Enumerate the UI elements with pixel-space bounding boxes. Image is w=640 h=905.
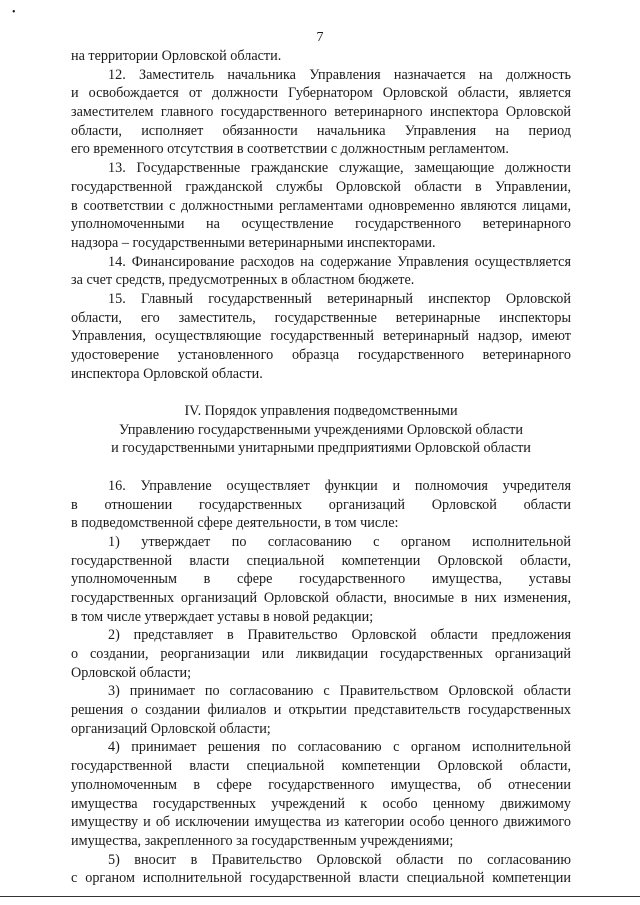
text-line: уполномоченным в сфере государственного имущества, об отнесении <box>71 776 571 793</box>
text-line: 14. Финансирование расходов на содержание Управления осуществляется <box>108 253 571 270</box>
text-line: государственных организаций Орловской области, вносимые в них изменения, <box>71 589 571 606</box>
document-body <box>71 47 571 888</box>
text-line: 13. Государственные гражданские служащие, замещающие должности <box>108 160 571 177</box>
text-line: за счет средств, предусмотренных в областном бюджете. <box>71 272 415 289</box>
text-line: государственной гражданской службы Орловской области в Управлении, <box>71 178 571 195</box>
text-line: решения о создании филиалов и открытии представительств государственных <box>71 702 571 719</box>
text-line: имущества, закрепленного за государственным учреждениями; <box>71 832 454 849</box>
text-line: на территории Орловской области. <box>71 48 282 64</box>
bottom-rule <box>0 896 640 897</box>
text-line: уполномоченными на осуществление государственного ветеринарного <box>71 216 571 233</box>
text-line: 3) принимает по согласованию с Правительством Орловской области <box>108 683 571 700</box>
text-line: 15. Главный государственный ветеринарный инспектор Орловской <box>108 290 571 307</box>
text-line: области, исполняет обязанности начальника Управления на период <box>71 122 571 139</box>
text-line: уполномоченным в сфере государственного имущества, уставы <box>71 571 571 588</box>
text-line: государственной власти специальной компетенции Орловской области, <box>71 552 571 569</box>
paragraph-gap <box>71 383 571 402</box>
text-line: 4) принимает решения по согласованию с органом исполнительной <box>108 739 571 756</box>
text-line: 12. Заместитель начальника Управления назначается на должность <box>108 66 571 83</box>
text-line: в том числе утверждает уставы в новой редакции; <box>71 608 374 625</box>
text-line: заместителем главного государственного ветеринарного инспектора Орловской <box>71 104 571 121</box>
page-number: 7 <box>316 30 324 45</box>
paragraph-gap <box>71 458 571 477</box>
text-line: Управления, осуществляющие государственный ветеринарный надзор, имеют <box>71 328 571 345</box>
text-line: 5) вносит в Правительство Орловской области по согласованию <box>108 851 571 868</box>
text-line: 1) утверждает по согласованию с органом исполнительной <box>108 533 571 550</box>
text-line: имуществу и об исключении имущества из категории особо ценного движимого <box>71 814 571 831</box>
text-line: Управлению государственными учреждениями Орловской области <box>119 421 523 438</box>
text-line: 2) представляет в Правительство Орловской области предложения <box>108 627 571 644</box>
text-line: удостоверение установленного образца государственного ветеринарного <box>71 347 571 363</box>
text-line: о создании, реорганизации или ликвидации государственных организаций <box>71 646 571 662</box>
text-line: в отношении государственных организаций Орловской области <box>71 496 571 513</box>
text-line: Орловской области; <box>71 664 192 681</box>
text-line: инспектора Орловской области. <box>71 365 263 382</box>
text-line: в соответствии с должностными регламентами одновременно являются лицами, <box>71 197 571 214</box>
text-line: с органом исполнительной государственной власти специальной компетенции <box>71 870 571 887</box>
scan-mark: • <box>12 7 16 18</box>
text-line: государственной власти специальной компетенции Орловской области, <box>71 758 571 775</box>
text-line: и освобождается от должности Губернатором Орловской области, является <box>71 85 571 102</box>
text-line: его временного отсутствия в соответствии с должностным регламентом. <box>71 141 509 158</box>
text-line: области, его заместитель, государственные ветеринарные инспекторы <box>71 309 571 326</box>
text-line: 16. Управление осуществляет функции и полномочия учредителя <box>108 477 571 494</box>
text-line: и государственными унитарными предприятиями Орловской области <box>111 440 531 457</box>
text-line: надзора – государственными ветеринарными инспекторами. <box>71 234 436 251</box>
text-line: организаций Орловской области; <box>71 720 271 737</box>
text-line: IV. Порядок управления подведомственными <box>184 403 458 420</box>
text-line: в подведомственной сфере деятельности, в том числе: <box>71 515 399 532</box>
text-line: имущества государственных учреждений к особо ценному движимому <box>71 795 571 812</box>
